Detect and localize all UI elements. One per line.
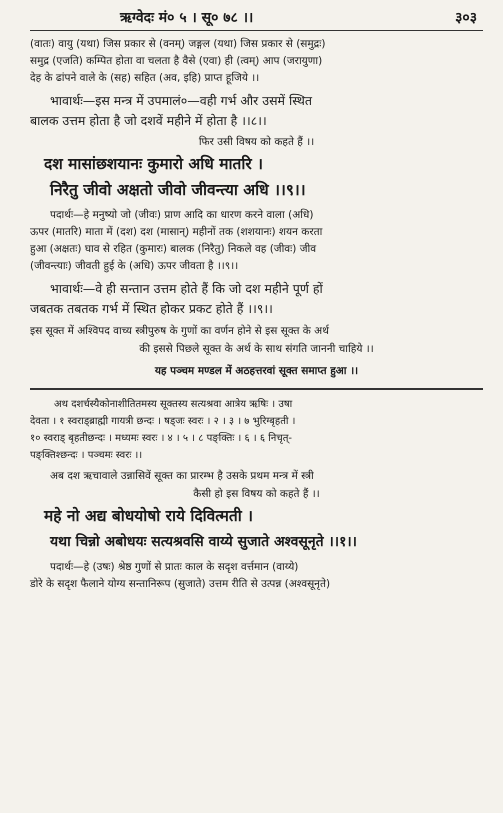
running-title: ऋग्वेदः मं० ५ । सू० ७८ ।।: [120, 10, 254, 26]
bhavartha-line: भावार्थः—इस मन्त्र में उपमालं०—वही गर्भ और उसमें स्थित: [50, 93, 312, 108]
text-line: समुद्र (एजति) कम्पित होता वा चलता है वैसे (एवा) ही (त्वम्) आप (जरायुणा): [30, 55, 323, 67]
padartha-line: पदार्थः—हे मनुष्यो जो (जीवः) प्राण आदि का धारण करने वाला (अधि): [50, 209, 314, 221]
mantra-line: निरैतु जीवो अक्षतो जीवो जीवन्त्या अधि ।।९।।: [50, 181, 306, 199]
rishi-devata-line: पङ्क्तिश्छन्दः । पञ्चमः स्वरः ।।: [30, 450, 143, 461]
padartha-line: पदार्थः—हे (उषः) श्रेष्ठ गुणों से प्रातः काल के सदृश वर्त्तमान (वाय्ये): [50, 561, 299, 573]
section-intro: फिर उसी विषय को कहते हैं ।।: [198, 136, 315, 148]
mantra-line: यथा चिन्नो अबोधयः सत्यश्रवसि वाय्ये सुजाते अश्वसूनृते ।।१।।: [50, 534, 357, 550]
padartha-line: डोरे के सदृश फैलाने योग्य सन्तानिरूप (सुजाते) उत्तम रीति से उत्पन्न (अश्वसूनृते): [30, 578, 331, 590]
padartha-line: ऊपर (मातरि) माता में (दश) दश (मासान्) महीनों तक (शशयानः) शयन करता: [30, 226, 323, 238]
rishi-devata-line: १० स्वराड् बृहतीछन्दः । मध्यमः स्वरः । ४ । ५ । ८ पङ्क्तिः । ६ । ६ निचृत्-: [30, 433, 293, 444]
mantra-line: दश मासांछशयानः कुमारो अधि मातरि ।: [44, 155, 263, 173]
padartha-line: हुआ (अक्षतः) घाव से रहित (कुमारः) बालक (निरैतु) निकले वह (जीवः) जीव: [30, 243, 317, 255]
section-divider: [30, 388, 483, 390]
text-line: देह के ढांपने वाले के (सह) सहित (अव, इहि) प्राप्त हूजिये ।।: [30, 72, 260, 84]
intro-line: अब दश ऋचावाले उन्नासिवें सूक्त का प्रारम्भ है उसके प्रथम मन्त्र में स्त्री: [50, 470, 314, 482]
intro-line: कैसी हो इस विषय को कहते हैं ।।: [193, 488, 320, 500]
page-header: [30, 8, 483, 31]
page-number: ३०३: [455, 10, 477, 26]
rishi-devata-line: देवता । १ स्वराड्ब्राह्मी गायत्री छन्दः । षड्जः स्वरः । २ । ३ । ७ भुरिग्बृहती ।: [30, 416, 296, 427]
summary-line: की इससे पिछले सूक्त के अर्थ के साथ संगति जाननी चाहिये ।।: [139, 343, 374, 355]
rishi-devata-line: अथ दशर्चस्यैकोनाशीतितमस्य सूक्तस्य सत्यश्रवा आत्रेय ऋषिः । उषा: [54, 399, 293, 410]
bhavartha-line: जबतक तबतक गर्भ में स्थित होकर प्रकट होते हैं ।।९।।: [30, 301, 273, 316]
bhavartha-line: भावार्थः—वे ही सन्तान उत्तम होते हैं कि जो दश महीने पूर्ण हों: [50, 281, 323, 296]
padartha-line: (जीवन्त्याः) जीवती हुई के (अधि) ऊपर जीवता है ।।९।।: [30, 260, 239, 272]
text-line: (वातः) वायु (यथा) जिस प्रकार से (वनम्) जङ्गल (यथा) जिस प्रकार से (समुद्रः): [30, 38, 326, 50]
sukta-end-line: यह पञ्चम मण्डल में अठहत्तरवां सूक्त समाप्त हुआ ।।: [154, 365, 359, 377]
mantra-line: महे नो अद्य बोधयोषो राये दिवित्मती ।: [44, 507, 254, 525]
bhavartha-line: बालक उत्तम होता है जो दशवें महीने में होता है ।।८।।: [30, 113, 267, 128]
summary-line: इस सूक्त में अश्विपद वाच्य स्त्रीपुरुष के गुणों का वर्णन होने से इस सूक्त के अर्थ: [30, 325, 329, 337]
